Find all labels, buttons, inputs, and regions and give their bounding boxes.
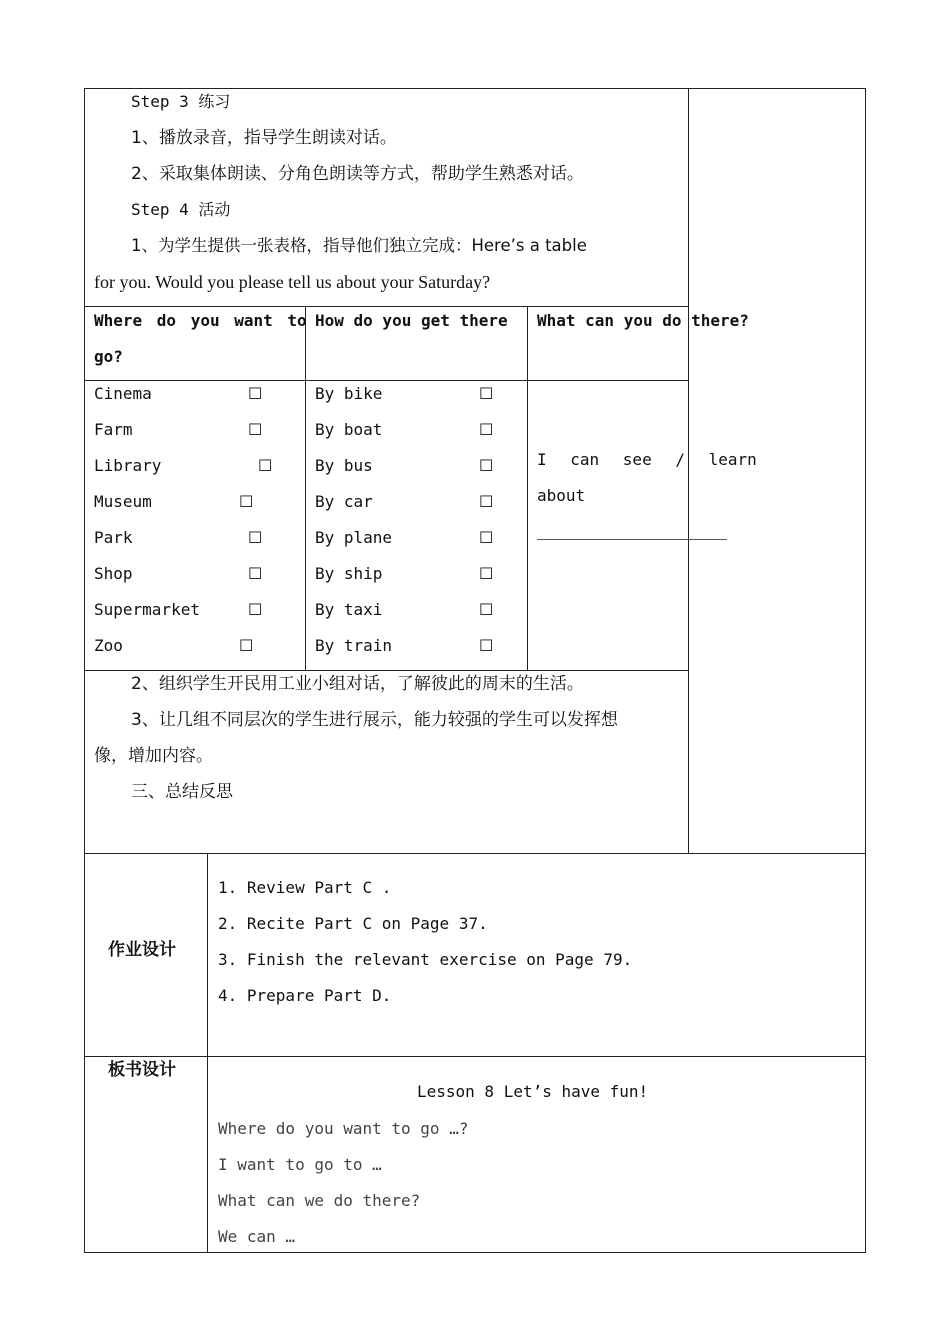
checkbox-bike[interactable]: ☐ <box>479 384 494 403</box>
board-label: 板书设计 <box>108 1060 176 1080</box>
checkbox-bus[interactable]: ☐ <box>479 456 494 475</box>
checkbox-train[interactable]: ☐ <box>479 636 494 655</box>
frame-top <box>84 88 866 89</box>
transport-bus: By bus <box>315 456 373 475</box>
step3-item2: 2、采取集体朗读、分角色朗读等方式，帮助学生熟悉对话。 <box>131 164 584 184</box>
board-title: Lesson 8 Let’s have fun! <box>417 1082 649 1101</box>
answer-line1: I can see / learn <box>537 450 757 469</box>
section-divider-board <box>84 1056 866 1057</box>
checkbox-zoo[interactable]: ☐ <box>239 636 254 655</box>
activity-table-col2-divider <box>527 306 528 670</box>
answer-line2: about <box>537 486 586 505</box>
place-shop: Shop <box>94 564 133 583</box>
label-column-divider <box>207 853 208 1253</box>
transport-plane: By plane <box>315 528 393 547</box>
step4-item1-line1: 1、为学生提供一张表格，指导他们独立完成：Here’s a table <box>131 236 587 255</box>
activity-table-bottom <box>84 670 688 671</box>
board-line-3: What can we do there? <box>218 1191 421 1210</box>
header-what: What can you do there? <box>537 311 749 330</box>
place-park: Park <box>94 528 133 547</box>
header-where-line1: Where do you want to <box>94 311 307 330</box>
board-line-2: I want to go to … <box>218 1155 382 1174</box>
checkbox-park[interactable]: ☐ <box>248 528 263 547</box>
frame-right <box>865 88 866 1253</box>
place-cinema: Cinema <box>94 384 152 403</box>
checkbox-farm[interactable]: ☐ <box>248 420 263 439</box>
transport-train: By train <box>315 636 393 655</box>
place-zoo: Zoo <box>94 636 123 655</box>
place-farm: Farm <box>94 420 133 439</box>
board-line-4: We can … <box>218 1227 296 1246</box>
transport-ship: By ship <box>315 564 383 583</box>
activity-table-header-divider <box>84 380 688 381</box>
step3-title: Step 3 练习 <box>131 92 231 111</box>
board-line-1: Where do you want to go …? <box>218 1119 469 1138</box>
homework-item-4: 4. Prepare Part D. <box>218 986 392 1005</box>
checkbox-supermarket[interactable]: ☐ <box>248 600 263 619</box>
homework-item-3: 3. Finish the relevant exercise on Page 79. <box>218 950 633 969</box>
checkbox-ship[interactable]: ☐ <box>479 564 494 583</box>
step3-item1: 1、播放录音，指导学生朗读对话。 <box>131 128 397 148</box>
checkbox-museum[interactable]: ☐ <box>239 492 254 511</box>
right-column-divider <box>688 88 689 853</box>
after-item3-line2: 像，增加内容。 <box>94 746 213 766</box>
after-item3-line1: 3、让几组不同层次的学生进行展示，能力较强的学生可以发挥想 <box>131 710 618 730</box>
checkbox-shop[interactable]: ☐ <box>248 564 263 583</box>
section-summary-title: 三、总结反思 <box>131 782 233 802</box>
step4-title: Step 4 活动 <box>131 200 231 219</box>
frame-bottom <box>84 1252 866 1253</box>
activity-table-col1-divider <box>305 306 306 670</box>
checkbox-cinema[interactable]: ☐ <box>248 384 263 403</box>
header-where-line2: go? <box>94 347 123 366</box>
checkbox-boat[interactable]: ☐ <box>479 420 494 439</box>
checkbox-taxi[interactable]: ☐ <box>479 600 494 619</box>
after-item2: 2、组织学生开民用工业小组对话，了解彼此的周末的生活。 <box>131 674 584 694</box>
homework-item-2: 2. Recite Part C on Page 37. <box>218 914 488 933</box>
header-how: How do you get there <box>315 311 508 330</box>
transport-bike: By bike <box>315 384 383 403</box>
transport-taxi: By taxi <box>315 600 383 619</box>
place-library: Library <box>94 456 162 475</box>
activity-table-top <box>84 306 688 307</box>
place-museum: Museum <box>94 492 152 511</box>
section-divider-homework <box>84 853 866 854</box>
step4-item1-line2: for you. Would you please tell us about your Saturday? <box>94 272 491 292</box>
answer-blank-line[interactable] <box>537 539 727 540</box>
homework-label: 作业设计 <box>108 940 176 960</box>
homework-item-1: 1. Review Part C . <box>218 878 392 897</box>
checkbox-car[interactable]: ☐ <box>479 492 494 511</box>
place-supermarket: Supermarket <box>94 600 200 619</box>
transport-boat: By boat <box>315 420 383 439</box>
checkbox-library[interactable]: ☐ <box>258 456 273 475</box>
transport-car: By car <box>315 492 373 511</box>
checkbox-plane[interactable]: ☐ <box>479 528 494 547</box>
